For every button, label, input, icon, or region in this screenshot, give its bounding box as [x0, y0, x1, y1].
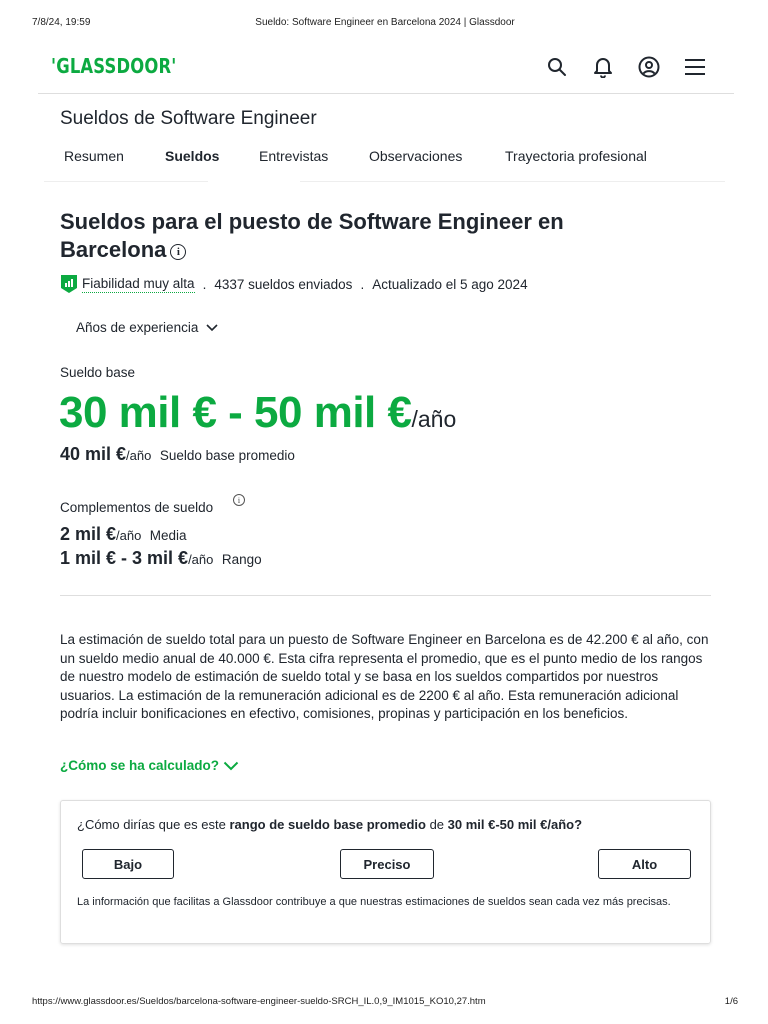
feedback-low-button[interactable]: Bajo	[82, 849, 174, 879]
reliability-label[interactable]: Fiabilidad muy alta	[82, 275, 195, 291]
page-title	[60, 208, 640, 264]
print-timestamp: 7/8/24, 19:59	[32, 17, 91, 28]
supplements-range-period: /año	[188, 552, 214, 567]
section-tabs	[44, 138, 725, 182]
chevron-down-icon	[223, 761, 239, 771]
supplements-range-label: Rango	[221, 552, 262, 567]
tab-sueldos[interactable]: Sueldos	[165, 148, 220, 164]
supplements-range	[60, 548, 262, 569]
feedback-question-range: 30 mil €-50 mil €/año?	[447, 817, 583, 832]
feedback-question-prefix: ¿Cómo dirías que es este	[77, 817, 230, 832]
average-period: /año	[126, 448, 152, 463]
experience-filter-dropdown[interactable]	[76, 320, 218, 335]
experience-filter-label: Años de experiencia	[76, 320, 199, 335]
supplements-median	[60, 524, 187, 545]
feedback-question	[77, 817, 582, 832]
user-icon[interactable]	[636, 54, 662, 80]
tab-trayectoria-profesional[interactable]: Trayectoria profesional	[505, 148, 647, 164]
base-salary-range-value: 30 mil € - 50 mil €	[59, 388, 412, 437]
salary-feedback-card	[60, 800, 711, 944]
base-salary-average	[60, 444, 295, 465]
print-page-title: Sueldo: Software Engineer en Barcelona 2024 | Glassdoor	[255, 17, 515, 28]
header-actions	[544, 54, 708, 80]
supplements-info-icon[interactable]: i	[233, 494, 245, 506]
feedback-high-button[interactable]: Alto	[598, 849, 691, 879]
chevron-down-icon	[206, 324, 218, 332]
logo-text: GLASSDOOR	[56, 54, 172, 78]
page-title-text: Sueldos para el puesto de Software Engineer en Barcelona	[60, 209, 564, 262]
top-navigation-bar	[38, 50, 734, 94]
search-icon[interactable]	[544, 54, 570, 80]
print-url: https://www.glassdoor.es/Sueldos/barcelona-software-engineer-sueldo-SRCH_IL.0,9_IM1015_KO10,27.htm	[32, 996, 486, 1007]
supplements-median-label: Media	[149, 528, 187, 543]
tab-observaciones[interactable]: Observaciones	[369, 148, 463, 164]
feedback-note: La información que facilitas a Glassdoor contribuye a que nuestras estimaciones de sueldos sean cada vez más precisas.	[77, 896, 671, 908]
base-salary-label: Sueldo base	[60, 365, 136, 380]
supplements-median-value: 2 mil €	[60, 524, 117, 544]
average-label: Sueldo base promedio	[159, 448, 295, 463]
divider	[60, 595, 711, 596]
tab-entrevistas[interactable]: Entrevistas	[259, 148, 329, 164]
tab-resumen[interactable]: Resumen	[64, 148, 124, 164]
menu-icon[interactable]	[682, 54, 708, 80]
logo-quote-open: '	[51, 54, 57, 78]
feedback-question-range-type: rango de sueldo base promedio	[229, 817, 426, 832]
salary-description: La estimación de sueldo total para un puesto de Software Engineer en Barcelona es de 42.200 € al año, con un sueldo medio anual de 40.000 €. Esta cifra representa el promedio, que es el punto medio de los rangos de nuestro modelo de estimación de sueldo total y se basa en los sueldos compartidos por nuestros usuarios. La estimación de la remuneración adicional es de 2200 € al año. Esta remuneración adicional podría incluir bonificaciones en efectivo, comisiones, propinas y participación en los beneficios.	[60, 632, 709, 721]
salaries-submitted: 4337 sueldos enviados	[214, 276, 353, 292]
base-salary-range	[59, 388, 456, 438]
feedback-question-mid: de	[425, 817, 448, 832]
info-icon[interactable]: i	[170, 244, 186, 260]
supplements-median-period: /año	[116, 528, 142, 543]
active-tab-indicator	[208, 180, 300, 182]
how-calculated-label: ¿Cómo se ha calculado?	[60, 758, 220, 773]
meta-separator: .	[202, 276, 207, 292]
base-salary-period: /año	[411, 406, 457, 432]
how-calculated-toggle[interactable]	[60, 758, 239, 773]
last-updated: Actualizado el 5 ago 2024	[372, 276, 528, 292]
salary-meta-row	[60, 274, 528, 294]
meta-separator: .	[360, 276, 365, 292]
reliability-badge-icon	[60, 274, 78, 294]
feedback-accurate-button[interactable]: Preciso	[340, 849, 434, 879]
bell-icon[interactable]	[590, 54, 616, 80]
logo-quote-close: '	[171, 54, 177, 78]
supplements-range-value: 1 mil € - 3 mil €	[60, 548, 189, 568]
print-page-number: 1/6	[724, 996, 738, 1007]
page-subheader-title: Sueldos de Software Engineer	[60, 108, 317, 129]
supplements-label: Complementos de sueldo	[60, 500, 214, 515]
glassdoor-logo[interactable]	[51, 54, 176, 78]
average-value: 40 mil €	[60, 444, 127, 464]
